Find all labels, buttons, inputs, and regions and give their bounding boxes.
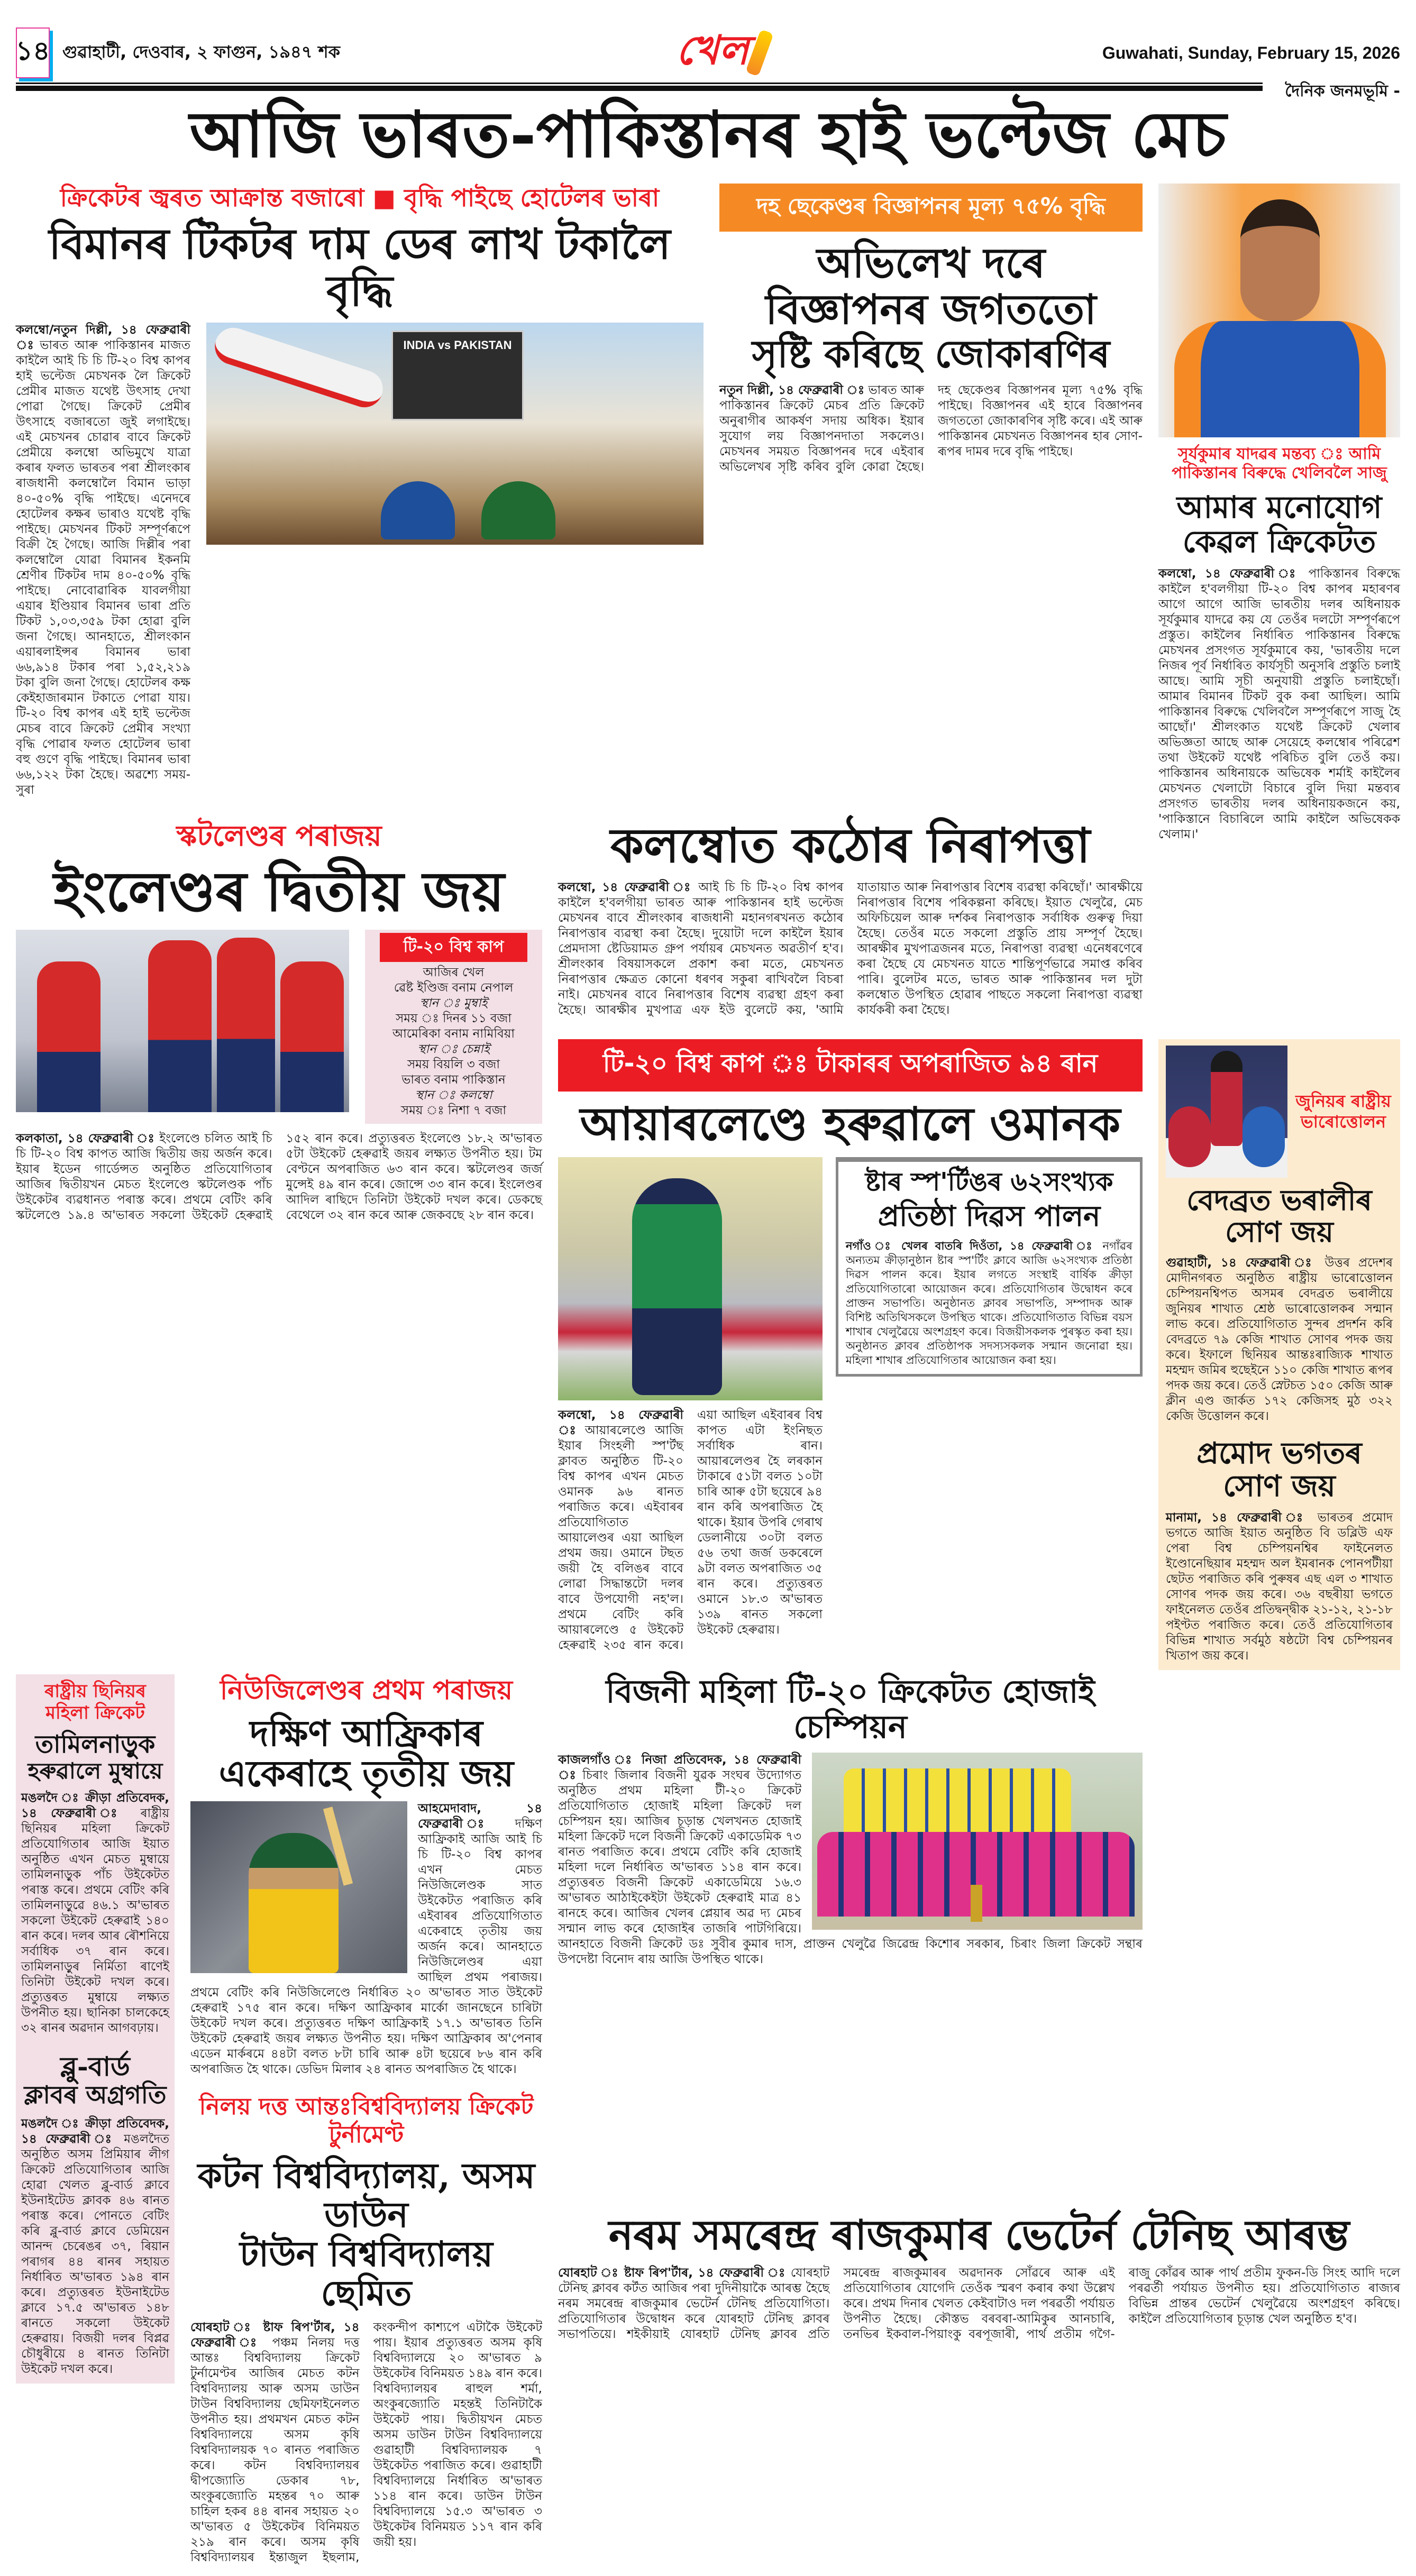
colombo-body — [558, 880, 1143, 1018]
page-number-box — [16, 27, 50, 78]
south-africa-dateline: আহমেদাবাদ, ১৪ ফেব্ৰুৱাৰী ঃ — [418, 1802, 542, 1831]
star-sporting-body-text: নগাঁৱৰ অন্যতম ক্ৰীড়ানুষ্ঠান ষ্টাৰ স্প'ৰ্টিং ক্লাবে আজি ৬২সংখ্যক প্ৰতিষ্ঠা দিৱস পালন কৰে। ইয়াৰ লগতে সংস্থাই বাৰ্ষিক ক্ৰীড়া প্ৰতিযোগিতাৰো আয়োজন কৰে। প্ৰতিযোগিতাৰ উদ্বোধন কৰে প্ৰাক্তন সভাপতি। অনুষ্ঠানত ক্লাবৰ সভাপতি, সম্পাদক আৰু বিশিষ্ট অতিথিসকলে উপস্থিত থাকে। প্ৰতিযোগিতাত বিভিন্ন বয়স শাখাৰ খেলুৱৈয়ে অংশগ্ৰহণ কৰে। বিজয়ীসকলক পুৰস্কৃত কৰা হয়। অনুষ্ঠানত ক্লাবৰ প্ৰতিষ্ঠাপক সদস্যসকলক সন্মান জনোৱা হয়। মহিলা শাখাৰ প্ৰতিযোগিতাৰ আয়োজন কৰা হয়। — [846, 1240, 1132, 1367]
tennis-body — [558, 2266, 1400, 2342]
scoreboard-text: INDIA vs PAKISTAN — [403, 338, 512, 352]
tamilnadu-headline-line2: হৰুৱালে মুম্বায়ে — [28, 1757, 163, 1784]
bijni-body — [558, 1753, 1143, 1967]
weightlifting-body — [1166, 1255, 1393, 1424]
nilay-dateline: যোৰহাট ঃ ষ্টাফ ৰিপ'ৰ্টাৰ, ১৪ ফেব্ৰুৱাৰী ঃ — [190, 2321, 360, 2350]
india-helmet-graphic — [381, 481, 455, 539]
star-sporting-headline-line1: ষ্টাৰ স্প'ৰ্টিঙৰ ৬২সংখ্যক — [865, 1167, 1113, 1197]
tamilnadu-kicker: ৰাষ্ট্ৰীয় ছিনিয়ৰ মহিলা ক্ৰিকেট — [44, 1680, 146, 1724]
ireland-headline: আয়াৰলেণ্ডে হৰুৱালে ওমানক — [580, 1097, 1121, 1151]
weightlifting-headline: বেদব্ৰত ভৰালীৰ সোণ জয় — [1186, 1182, 1372, 1249]
england-body-text: ইংলেণ্ডে চলিত আই চি চি টি-২০ বিশ্ব কাপত আজি দ্বিতীয় জয় অৰ্জন কৰে। ইয়াৰ ইডেন গাৰ্ডেন্সত অনুষ্ঠিত প্ৰতিযোগিতাৰ আজিৰ দ্বিতীয়খন মেচত ইংলেণ্ডে স্কটলেণ্ডক পাঁচ উইকেটৰ ব্যৱধানত পৰাস্ত কৰে। প্ৰথমে বেটিং কৰি স্কটলেণ্ডে ১৯.৪ অ'ভাৰত সকলো উইকেট হেৰুৱাই ১৫২ ৰান কৰে। প্ৰত্যুত্তৰত ইংলেণ্ডে ১৮.২ অ'ভাৰত ৫টা উইকেট হেৰুৱাই জয়ৰ লক্ষ্যত উপনীত হয়। টম বেণ্টনে অপৰাজিত ৬৩ ৰান কৰে। স্কটলেণ্ডৰ জৰ্জ মুন্সেই ৪৯ ৰান কৰে। জোন্সে ৩৩ ৰান কৰে। ইংলেণ্ডৰ আদিল ৰাছিদে তিনিটা উইকেট দখল কৰে। ডেকছে বেথেলে ৩২ ৰান কৰে আৰু জেকবছে ২৮ ৰান কৰে। — [16, 1132, 542, 1223]
pramod-dateline: মানামা, ১৪ ফেব্ৰুৱাৰী ঃ — [1166, 1510, 1309, 1525]
england-story — [16, 819, 542, 1653]
england-team-photo — [16, 930, 349, 1112]
paper-name: দৈনিক জনমভূমি - — [1285, 82, 1400, 100]
date-assamese: গুৱাহাটী, দেওবাৰ, ২ ফাগুন, ১৯৪৭ শক — [62, 42, 341, 62]
pakistan-helmet-graphic — [481, 481, 555, 539]
ireland-batter-photo — [558, 1157, 823, 1400]
surya-kicker: সূৰ্যকুমাৰ যাদৱৰ মন্তব্য ঃ আমি পাকিস্তানৰ বিৰুদ্ধে খেলিবলৈ সাজু — [1172, 445, 1387, 483]
weightlifting-body-text: উত্তৰ প্ৰদেশৰ মোদীনগৰত অনুষ্ঠিত ৰাষ্ট্ৰীয় ভাৰোত্তোলন চেম্পিয়নশ্বিপত অসমৰ বেদব্ৰত ভৰালীয়ে জুনিয়ৰ শাখাত শ্ৰেষ্ঠ ভাৰোত্তোলকৰ সন্মান লাভ কৰে। প্ৰতিযোগিতাত সুন্দৰ প্ৰদৰ্শন কৰি বেদব্ৰতে ৭৯ কেজি শাখাত সোণৰ পদক জয় কৰে। ইফালে ছিনিয়ৰ আন্তঃৰাজ্যিক শাখাত মহম্মদ জমিৰ হুছেইনে ১১০ কেজি শাখাত ৰূপৰ পদক জয় কৰে। তেওঁ স্নেটচত ১৫০ কেজি আৰু ক্লীন এণ্ড জাৰ্কত ১৭২ কেজিসহ মুঠ ৩২২ কেজি উত্তোলন কৰে। — [1166, 1255, 1393, 1423]
ads-kicker-box — [719, 184, 1143, 232]
nilay-headline-line2: টাউন বিশ্ববিদ্যালয় ছেমিত — [240, 2233, 493, 2314]
pramod-body-text: ভাৰতৰ প্ৰমোদ ভগতে আজি ইয়াত অনুষ্ঠিত বি ডব্লিউ এফ পেৰা বিশ্ব চেম্পিয়নশ্বিৰ ফাইনেলত ইণ্ডোনেছিয়াৰ মহম্মদ অল ইমৰানক পোনপটীয়া ছেটত পৰাজিত কৰি পুৰুষৰ এছ এল ৩ শাখাত সোণৰ পদক জয় কৰে। ৩৬ বছৰীয়া ভগতে ফাইনেলত তেওঁৰ প্ৰতিদ্বন্দ্বীক ২১-১২, ২১-১৮ পইণ্টত পৰাজিত কৰে। তেওঁ প্ৰতিযোগিতাৰ বিভিন্ন শাখাত সৰ্বমুঠ ষষ্ঠটো বিশ্ব চেম্পিয়নৰ খিতাপ জয় কৰে। — [1166, 1510, 1393, 1663]
surya-body-text: পাকিস্তানৰ বিৰুদ্ধে কাইলৈ হ'বলগীয়া টি-২০ বিশ্ব কাপৰ মহাৰণৰ আগে আগে আজি ভাৰতীয় দলৰ অধিনায়ক সূৰ্যকুমাৰ যাদৱে কয় যে তেওঁৰ দলটো সম্পূৰ্ণৰূপে প্ৰস্তুত। কাইলৈৰ নিৰ্ধাৰিত পাকিস্তানৰ বিৰুদ্ধে মেচখনৰ প্ৰসংগত সূৰ্যকুমাৰে কয়, 'ভাৰতীয় দলে নিজৰ পূৰ্ব নিৰ্ধাৰিত কাৰ্যসূচী অনুসৰি প্ৰস্তুতি চলাই আছে। আমি সূচী অনুযায়ী প্ৰস্তুতি চলাইছোঁ। আমাৰ বিমানৰ টিকট বুক কৰা আছিল। আমি পাকিস্তানৰ বিৰুদ্ধে খেলিবলৈ সম্পূৰ্ণৰূপে সাজু হৈ আছোঁ।' শ্ৰীলংকাত যথেষ্ট ক্ৰিকেট খেলাৰ অভিজ্ঞতা আছে আৰু সেয়েহে কলম্বোৰ পৰিৱেশ তথা উইকেট যথেষ্ট পৰিচিত বুলি তেওঁ কয়। পাকিস্তানৰ অধিনায়কে অভিষেক শৰ্মাই কাইলৈৰ মেচখনত খেলাটো বিচাৰে বুলি দিয়া মন্তব্যৰ প্ৰসংগত ভাৰতীয় দলৰ অধিনায়কজনে কয়, 'পাকিস্তানে বিচাৰিলে আমি কাইলৈ অভিষেকক খেলাম।' — [1158, 567, 1400, 842]
tennis-headline: নৰম সমৰেন্দ্ৰ ৰাজকুমাৰ ভেটেৰ্ন টেনিছ আৰম্ভ — [608, 2211, 1350, 2259]
schedule-line: সময় বিয়লি ৩ বজা — [407, 1058, 500, 1072]
player-figure — [217, 938, 275, 1112]
schedule-line: স্থান ঃ কলম্বো — [415, 1088, 492, 1103]
page-number: ১৪ — [15, 35, 50, 66]
airfare-story — [16, 184, 704, 797]
airplane-graphic — [210, 323, 387, 412]
schedule-line: আজিৰ খেল — [423, 966, 485, 980]
tamilnadu-body — [21, 1791, 169, 2036]
bijni-headline: বিজনী মহিলা টি-২০ ক্ৰিকেটত হোজাই চেম্পিয়ন — [606, 1673, 1095, 1746]
weightlifting-dateline: গুৱাহাটী, ১৪ ফেব্ৰুৱাৰী ঃ — [1166, 1255, 1317, 1270]
ads-headline-line2: বিজ্ঞাপনৰ জগততো — [765, 285, 1097, 334]
bluebird-headline-line2: ক্লাবৰ অগ্ৰগতি — [24, 2080, 167, 2110]
player-figure — [148, 940, 212, 1112]
bluebird-dateline: মঙলদৈ ঃ ক্ৰীড়া প্ৰতিবেদক, ১৪ ফেব্ৰুৱাৰী ঃ — [21, 2116, 169, 2146]
domestic-cricket-sidebar — [16, 1674, 175, 2384]
weightlifting-top — [1166, 1046, 1393, 1178]
weightlifting-kicker: জুনিয়ৰ ৰাষ্ট্ৰীয় ভাৰোত্তোলন — [1295, 1091, 1391, 1132]
schedule-title: টি-২০ বিশ্ব কাপ — [380, 933, 527, 962]
star-sporting-body — [846, 1239, 1132, 1368]
left-lower — [16, 1674, 542, 2566]
bijni-dateline: কাজলগাঁও ঃ নিজা প্ৰতিবেদক, ১৪ ফেব্ৰুৱাৰী ঃ — [558, 1753, 801, 1783]
south-africa-kicker: নিউজিলেণ্ডৰ প্ৰথম পৰাজয় — [220, 1674, 513, 1706]
date-english: Guwahati, Sunday, February 15, 2026 — [1102, 43, 1400, 62]
bluebird-headline-line1: ব্লু-বাৰ্ড — [60, 2051, 130, 2083]
left-lower-main — [190, 1674, 542, 2566]
page-grid — [16, 184, 1400, 2565]
schedule-line: ভাৰত বনাম পাকিস্তান — [401, 1073, 506, 1087]
hojai-team-photo — [812, 1753, 1143, 1930]
tennis-dateline: যোৰহাট ঃ ষ্টাফ ৰিপ'ৰ্টাৰ, ১৪ ফেব্ৰুৱাৰী ঃ — [558, 2266, 786, 2280]
trophy-icon — [971, 1885, 982, 1922]
ads-kicker: দহ ছেকেণ্ডৰ বিজ্ঞাপনৰ মূল্য ৭৫% বৃদ্ধি — [756, 193, 1106, 219]
tennis-body-text: যোৰহাট টেনিছ ক্লাবৰ কৰ্টত আজিৰ পৰা দুদিনীয়াকৈ আৰম্ভ হৈছে নৰম সমৰেন্দ্ৰ ৰাজকুমাৰ ভেটেৰ্ন টেনিছ প্ৰতিযোগিতা। প্ৰতিযোগিতাৰ উদ্বোধন কৰে যোৰহাট টেনিছ ক্লাবৰ সভাপতিয়ে। শইকীয়াই যোৰহাট টেনিছ ক্লাবৰ প্ৰতি সমৰেন্দ্ৰ ৰাজকুমাৰৰ অৱদানক সোঁৱৰে আৰু এই প্ৰতিযোগিতাৰ যোগেদি তেওঁক স্মৰণ কৰাৰ কথা উল্লেখ কৰে। প্ৰথম দিনাৰ খেলত কেইবাটাও দল পৰৱৰ্তী পৰ্যায়ত উপনীত হৈছে। কৌস্তভ বৰবৰা-আমিকুৰ আনচাৰি, তনভিৰ ইকবাল-পিয়াংকু বৰপূজাৰী, পাৰ্থ প্ৰতীম গগৈ-ৰাজু কোঁৱৰ আৰু পাৰ্থ প্ৰতীম ফুকন-ডি সিংহ আদি দলে পৰৱৰ্তী পৰ্যায়ত উপনীত হয়। প্ৰতিযোগিতাত ৰাজ্যৰ বিভিন্ন প্ৰান্তৰ ভেটেৰ্ন খেলুৱৈয়ে অংশগ্ৰহণ কৰিছে। কাইলৈ প্ৰতিযোগিতাৰ চূড়ান্ত খেল অনুষ্ঠিত হ'ব। — [558, 2266, 1400, 2341]
schedule-line: সময় ঃ দিনৰ ১১ বজা — [396, 1012, 511, 1026]
ads-story — [719, 184, 1143, 797]
ireland-content — [558, 1157, 1143, 1653]
suryakumar-photo — [1158, 184, 1400, 437]
south-africa-headline-line1: দক্ষিণ আফ্ৰিকাৰ — [250, 1712, 483, 1755]
england-dateline: কলকাতা, ১৪ ফেব্ৰুৱাৰী ঃ — [16, 1132, 155, 1146]
nilay-kicker: নিলয় দত্ত আন্তঃবিশ্ববিদ্যালয় ক্ৰিকেট টুৰ্নামেণ্ট — [199, 2093, 534, 2148]
barbell-plate — [1243, 1106, 1285, 1167]
section-logo-text: খেল — [675, 26, 749, 74]
ireland-banner-text: টি-২০ বিশ্ব কাপ ঃ টাকাৰৰ অপৰাজিত ৯৪ ৰান — [602, 1048, 1098, 1078]
tamilnadu-dateline: মঙলদৈ ঃ ক্ৰীড়া প্ৰতিবেদক, ১৪ ফেব্ৰুৱাৰী ঃ — [21, 1791, 169, 1821]
scoreboard-graphic — [391, 331, 524, 420]
ads-dateline: নতুন দিল্লী, ১৪ ফেব্ৰুৱাৰী ঃ — [719, 383, 865, 397]
colombo-headline: কলম্বোত কঠোৰ নিৰাপত্তা — [610, 817, 1091, 874]
player-figure — [280, 961, 344, 1112]
colombo-body-text: আই চি চি টি-২০ বিশ্ব কাপৰ কাইলৈ হ'বলগীয়া ভাৰত আৰু পাকিস্তানৰ হাই ভল্টেজ মেচখনৰ বাবে শ্ৰীলংকাৰ ৰাজধানী মহানগৰখনত কঠোৰ নিৰাপত্তাৰ ব্যৱস্থা কৰা হৈছে। দুয়োটা দলে কাইলৈ ইয়াৰ প্ৰেমদাসা ষ্টেডিয়ামত গ্ৰুপ পৰ্যায়ৰ মেচখনত অৱতীৰ্ণ হ'ব। শ্ৰীলংকাৰ বিষয়াসকলে প্ৰকাশ কৰা মতে, মেচখনত নিৰাপত্তাৰ ক্ষেত্ৰত কোনো ধৰণৰ সকুৰা ৰাখিবলৈ বিচৰা নাই। মেচখনৰ বাবে নিৰাপত্তাৰ বিশেষ ব্যৱস্থা গ্ৰহণ কৰা হৈছে। আৰক্ষীৰ মুখপাত্ৰ এফ ইউ বুলেটে কয়, 'আমি যাতায়াত আৰু নিৰাপত্তাৰ বিশেষ ব্যৱস্থা কৰিছোঁ।' আৰক্ষীয়ে নিৰাপত্তাৰ বিশেষ পৰিকল্পনা কৰিছে। ইয়াত খেলুৱৈ, মেচ অফিচিয়েল আৰু দৰ্শকৰ নিৰাপত্তাক সৰ্বাধিক গুৰুত্ব দিয়া হৈছে। তেওঁৰ মতে সকলো প্ৰস্তুতি প্ৰায় সম্পূৰ্ণ হৈছে। আৰক্ষীৰ মুখপাত্ৰজনৰ মতে, নিৰাপত্তা ব্যৱস্থা এনেধৰণেৰে কৰা হৈছে যে মেচখনত যাতে শান্তিপূৰ্ণভাৱে সমাপ্ত কৰিব পাৰি। বুলেটৰ মতে, ভাৰত আৰু পাকিস্তানৰ দল দুটা কলম্বোত উপস্থিত হোৱাৰ পাছতে সকলো নিৰাপত্তা ব্যৱস্থা কাৰ্যকৰী কৰা হৈছে। — [558, 880, 1143, 1017]
south-africa-body — [190, 1801, 542, 2077]
weightlifter-photo — [1166, 1046, 1287, 1178]
bijni-body-text: চিৰাং জিলাৰ বিজনী যুৱক সংঘৰ উদ্যোগত অনুষ্ঠিত প্ৰথম মহিলা টী-২০ ক্ৰিকেট প্ৰতিযোগিতাত হোজাই মহিলা ক্ৰিকেট দল চেম্পিয়ন হয়। আজিৰ চূড়ান্ত খেলখনত হোজাই মহিলা ক্ৰিকেট দলে বিজনী ক্ৰিকেট একাডেমিক ৭৩ ৰানত পৰাজিত কৰে। প্ৰথমে বেটিং কৰি হোজাই মহিলা দলে নিৰ্ধাৰিত অ'ভাৰত ১১৪ ৰান কৰে। প্ৰত্যুত্তৰত বিজনী ক্ৰিকেট একাডেমিয়ে ১৬.৩ অ'ভাৰত আঠাইকেইটা উইকেট হেৰুৱাই মাত্ৰ ৪১ ৰানহে কৰে। আজিৰ খেলৰ প্লেয়াৰ অৱ দ্য মেচৰ সন্মান লাভ কৰে হোজাইৰ তাজৰি পাটগিৰিয়ে। আনহাতে বিজনী ক্ৰিকেট ডঃ সুবীৰ কুমাৰ দাস, প্ৰাক্তন খেলুৱৈ জিৱেন্দ্ৰ কিশোৰ সৰকাৰ, চিৰাং জিলা ক্ৰিকেট সন্থাৰ উপদেষ্টা বিনোদ ৰায় আজি উপস্থিত থাকে। — [558, 1768, 1143, 1967]
england-media — [16, 930, 542, 1124]
batter-figure — [249, 1833, 339, 1973]
lifter-figure — [1211, 1051, 1243, 1146]
ads-body — [719, 383, 1143, 475]
masthead-left — [16, 27, 340, 78]
ireland-banner — [558, 1039, 1143, 1092]
star-sporting-box — [836, 1157, 1143, 1377]
airfare-body: ভাৰত আৰু পাকিস্তানৰ মাজত কাইলৈ আই চি চি টি-২০ বিশ্ব কাপৰ হাই ভল্টেজ মেচখনক লৈ ক্ৰিকেট প্ৰেমীৰ মাজত যথেষ্ট উৎসাহ দেখা পোৱা গৈছে। ক্ৰিকেট প্ৰেমীৰ উৎসাহে বজাৰতো জুই লগাইছে। এই মেচখনৰ চোৱাৰ বাবে ক্ৰিকেট প্ৰেমীয়ে কলম্বো অভিমুখে যাত্ৰা কৰাৰ ফলত ভাৰতৰ পৰা শ্ৰীলংকাৰ ৰাজধানী কলম্বোলৈ বিমান ভাড়া ৪০-৫০% বৃদ্ধি পাইছে। এনেদৰে হোটেলৰ কক্ষৰ ভাৰাও যথেষ্ট বৃদ্ধি পাইছে। মেচখনৰ টিকট সম্পূৰ্ণৰূপে বিক্ৰী হৈ গৈছে। আজি দিল্লীৰ পৰা কলম্বোলৈ যোৱা বিমানৰ ইকনমি শ্ৰেণীৰ টিকটৰ দাম ৪০-৫০% বৃদ্ধি পাইছে। নোবোৱাৰিক যাবলগীয়া এয়াৰ ইণ্ডিয়াৰ বিমানৰ ভাৰা প্ৰতি টিকট ১,০৩,৩৫৯ টকা হোৱা বুলি জনা গৈছে। আনহাতে, শ্ৰীলংকান এয়াৰলাইন্সৰ বিমানৰ ভাৰা ৬৬,৯১৪ টকাৰ পৰা ১,৫২,২১৯ টকা বুলি জনা গৈছে। হোটেলৰ কক্ষ কেইহাজাৰমান টকাতে পোৱা যায়। টি-২০ বিশ্ব কাপৰ এই হাই ভল্টেজ মেচৰ বাবে ক্ৰিকেট প্ৰেমীৰ সংখ্যা বৃদ্ধি পোৱাৰ ফলত হোটেলৰ ভাৰা বহু গুণে বৃদ্ধি পাইছে। বিমানৰ ভাৰা ৬৬,১২২ টকা হৈছে। অৱশ্যে সময়-সুৰা — [16, 338, 190, 797]
schedule-line: আমেৰিকা বনাম নামিবিয়া — [392, 1027, 515, 1041]
schedule-line: সময় ঃ নিশা ৭ বজা — [400, 1104, 507, 1118]
airfare-kicker: ক্ৰিকেটৰ জ্বৰত আক্ৰান্ত বজাৰো ■ বৃদ্ধি পাইছে হোটেলৰ ভাৰা — [60, 184, 660, 213]
batter-figure — [632, 1178, 722, 1395]
schedule-box — [365, 930, 542, 1124]
schedule-line: স্থান ঃ চেন্নাই — [417, 1042, 490, 1057]
schedule-line: ৱেষ্ট ইণ্ডিজ বনাম নেপাল — [394, 981, 514, 995]
player-figure — [37, 961, 101, 1112]
tennis-story — [558, 2212, 1400, 2566]
surya-headline-line1: আমাৰ মনোযোগ — [1176, 489, 1382, 526]
ireland-body-text: আয়াৰলেণ্ডে আজি ইয়াৰ সিংহলী স্প'ৰ্টছ ক্লাবত অনুষ্ঠিত টি-২০ বিশ্ব কাপৰ এখন মেচত ওমানক ৯৬ ৰানত পৰাজিত কৰে। এইবাৰৰ প্ৰতিযোগিতাত আয়ালেণ্ডৰ এয়া আছিল প্ৰথম জয়। ওমানে টছত জয়ী হৈ বলিঙৰ বাবে লোৱা সিদ্ধান্তটো দলৰ বাবে উপযোগী নহ'ল। প্ৰথমে বেটিং কৰি আয়াৰলেণ্ডে ৫ উইকেট হেৰুৱাই ২৩৫ ৰান কৰে। এয়া আছিল এইবাৰৰ বিশ্ব কাপত এটা ইংনিছত সৰ্বাধিক ৰান। আয়াৰলেণ্ডৰ হৈ লৰকান টাকাৰে ৫১টা বলত ১০টা চাৰি আৰু ৫টা ছয়েৰে ৯৪ ৰান কৰি অপৰাজিত হৈ থাকে। ইয়াৰ উপৰি গেৰাথ ডেলানীয়ে ৩০টা বলত ৫৬ তথা জৰ্জ ডকৰেলে ৯টা বলত অপৰাজিত ৩৫ ৰান কৰে। প্ৰত্যুত্তৰত ওমানে ১৮.৩ অ'ভাৰত ১৩৯ ৰানত সকলো উইকেট হেৰুৱায়। — [558, 1408, 823, 1652]
header-rules — [16, 82, 1263, 91]
ireland-dateline: কলম্বো, ১৪ ফেব্ৰুৱাৰী ঃ — [558, 1408, 683, 1437]
pramod-body — [1166, 1510, 1393, 1664]
india-jersey — [1174, 321, 1386, 437]
ads-headline-line3: সৃষ্টি কৰিছে জোকাৰণিৰ — [752, 331, 1110, 377]
ads-body-text: ভাৰত আৰু পাকিস্তানৰ ক্ৰিকেট মেচৰ প্ৰতি ক্ৰিকেট অনুৰাগীৰ আকৰ্ষণ সদায় অধিক। ইয়াৰ সুযোগ লয় বিজ্ঞাপনদাতা সকলেও। মেচখনৰ সময়ত বিজ্ঞাপনৰ দৰে এইবাৰ অভিলেখৰ সৃষ্টি কৰিব বুলি কোৱা হৈছে। দহ ছেকেণ্ডৰ বিজ্ঞাপনৰ মূল্য ৭৫% বৃদ্ধি পাইছে। বিজ্ঞাপনৰ এই হাৰে বিজ্ঞাপনৰ জগততো জোকাৰণিৰ সৃষ্টি কৰে। এই আৰু পাকিস্তানৰ মেচখনত বিজ্ঞাপনৰ হাৰ সোণ-ৰূপৰ দামৰ দৰে বৃদ্ধি পাইছে। — [719, 383, 1143, 474]
ireland-story — [558, 1039, 1143, 1653]
nilay-headline-line1: কটন বিশ্ববিদ্যালয়, অসম ডাউন — [197, 2155, 535, 2235]
airfare-dateline: কলম্বো/নতুন দিল্লী, ১৪ ফেব্ৰুৱাৰী ঃ — [16, 323, 190, 352]
surya-headline-line2: কেৱল ক্ৰিকেটত — [1182, 524, 1376, 560]
star-sporting-dateline: নগাঁও ঃ খেলৰ বাতৰি দিওঁতা, ১৪ ফেব্ৰুৱাৰী ঃ — [846, 1240, 1096, 1253]
england-kicker: স্কটলেণ্ডৰ পৰাজয় — [176, 819, 382, 852]
barbell-plate — [1168, 1106, 1211, 1167]
ads-headline-line1: অভিলেখ দৰে — [816, 239, 1046, 288]
weightlifting-sidebar — [1158, 1039, 1400, 1670]
colombo-story — [558, 819, 1143, 1018]
masthead — [16, 26, 1400, 79]
south-africa-headline-line2: একেৰাহে তৃতীয় জয় — [218, 1753, 514, 1795]
pramod-headline-line2: সোণ জয় — [1223, 1469, 1336, 1504]
england-body — [16, 1131, 542, 1223]
schedule-line: স্থান ঃ মুম্বাই — [419, 996, 488, 1011]
lead-headline: আজি ভাৰত-পাকিস্তানৰ হাই ভল্টেজ মেচ — [189, 97, 1227, 172]
bluebird-body — [21, 2116, 169, 2377]
tamilnadu-body-text: ৰাষ্ট্ৰীয় ছিনিয়ৰ মহিলা ক্ৰিকেট প্ৰতিযোগিতাৰ আজি ইয়াত অনুষ্ঠিত এখন মেচত মুম্বায়ে তামিলনাড়ুক পাঁচ উইকেটত পৰাস্ত কৰে। প্ৰথমে বেটিং কৰি তামিলনাড়ুৱে ৪৬.১ অ'ভাৰত সকলো উইকেট হেৰুৱাই ১৪০ ৰান কৰে। দলৰ আৰ ৰৌশনিয়ে সৰ্বাধিক ৩৭ ৰান কৰে। তামিলনাড়ুৰ নিৰ্মিতা ৰাণেই তিনিটা উইকেট দখল কৰে। প্ৰত্যুত্তৰত মুম্বায়ে লক্ষ্যত উপনীত হয়। ছানিকা চালকেহে ৩২ ৰানৰ অৱদান আগবঢ়ায়। — [21, 1807, 170, 2036]
colombo-dateline: কলম্বো, ১৪ ফেব্ৰুৱাৰী ঃ — [558, 880, 693, 894]
tamilnadu-headline-line1: তামিলনাড়ুক — [35, 1730, 156, 1759]
star-sporting-headline-line2: প্ৰতিষ্ঠা দিৱস পালন — [878, 1198, 1101, 1233]
airfare-headline: বিমানৰ টিকটৰ দাম ডেৰ লাখ টকালৈ বৃদ্ধি — [49, 218, 671, 316]
section-logo — [676, 20, 766, 87]
ireland-body — [558, 1408, 823, 1653]
surya-body — [1158, 566, 1400, 842]
south-africa-batter-photo — [190, 1801, 407, 1973]
header-rules-wrap — [16, 82, 1400, 100]
cricket-bat-logo-icon — [745, 29, 774, 77]
bijni-story — [558, 1674, 1143, 2191]
nilay-body-text: পঞ্চম নিলয় দত্ত আন্তঃ বিশ্ববিদ্যালয় ক্ৰিকেট টুৰ্নামেণ্টৰ আজিৰ মেচত কটন বিশ্ববিদ্যালয় আৰু অসম ডাউন টাউন বিশ্ববিদ্যালয় ছেমিফাইনেলত উপনীত হয়। প্ৰথমখন মেচত কটন বিশ্ববিদ্যালয়ে অসম কৃষি বিশ্ববিদ্যালয়ক ৭০ ৰানত পৰাজিত কৰে। কটন বিশ্ববিদ্যালয়ৰ দ্বীপজ্যোতি ডেকাৰ ৭৮, অংকুৰজ্যোতি মহন্তৰ ৭০ আৰু চাহিল হকৰ ৪৪ ৰানৰ সহায়ত ২০ অ'ভাৰত ৫ উইকেটৰ বিনিময়ত ২১৯ ৰান কৰে। অসম কৃষি বিশ্ববিদ্যালয়ৰ ইন্তাজুল ইছলাম, কংকন্দীপ কাশ্যপে এটাকৈ উইকেট পায়। ইয়াৰ প্ৰত্যুত্তৰত অসম কৃষি বিশ্ববিদ্যালয়ে ২০ অ'ভাৰত ৯ উইকেটৰ বিনিময়ত ১৪৯ ৰান কৰে। বিশ্ববিদ্যালয়ৰ ৰাহুল শৰ্মা, অংকুৰজ্যোতি মহন্তই তিনিটাকৈ উইকেট পায়। দ্বিতীয়খন মেচত অসম ডাউন টাউন বিশ্ববিদ্যালয়ে গুৱাহাটী বিশ্ববিদ্যালয়ক ৭ উইকেটত পৰাজিত কৰে। গুৱাহাটী বিশ্ববিদ্যালয়ে নিৰ্ধাৰিত অ'ভাৰত ১১৪ ৰান কৰে। ডাউন টাউন বিশ্ববিদ্যালয়ে ১৫.৩ অ'ভাৰত ৩ উইকেটৰ বিনিময়ত ১১৭ ৰান কৰি জয়ী হয়। — [190, 2321, 542, 2565]
nilay-body — [190, 2320, 542, 2565]
surya-dateline: কলম্বো, ১৪ ফেব্ৰুৱাৰী ঃ — [1158, 567, 1300, 581]
india-pakistan-travel-photo — [206, 323, 704, 545]
airfare-content — [16, 323, 704, 798]
airfare-body-col1 — [16, 323, 190, 798]
player-face — [1240, 199, 1320, 321]
ireland-main — [558, 1157, 823, 1653]
pramod-headline-line1: প্ৰমোদ ভগতৰ — [1196, 1435, 1362, 1471]
surya-story — [1158, 184, 1400, 1017]
south-africa-body-text: দক্ষিণ আফ্ৰিকাই আজি আই চি চি টি-২০ বিশ্ব কাপৰ এখন মেচত নিউজিলেণ্ডক সাত উইকেটত পৰাজিত কৰি এইবাৰৰ প্ৰতিযোগিতাত একেৰাহে তৃতীয় জয় অৰ্জন কৰে। আনহাতে নিউজিলেণ্ডৰ এয়া আছিল প্ৰথম পৰাজয়। প্ৰথমে বেটিং কৰি নিউজিলেণ্ডে নিৰ্ধাৰিত ২০ অ'ভাৰত সাত উইকেট হেৰুৱাই ১৭৫ ৰান কৰে। দক্ষিণ আফ্ৰিকাৰ মাৰ্কো জানছেনে চাৰিটা উইকেট দখল কৰে। প্ৰত্যুত্তৰত দক্ষিণ আফ্ৰিকাই ১৭.১ অ'ভাৰত তিনি উইকেট হেৰুৱাই জয়ৰ লক্ষ্যত উপনীত হয়। দক্ষিণ আফ্ৰিকাৰ অ'পেনাৰ এডেন মাৰ্কৰমে ৪৪টা বলত ৮টা চাৰি আৰু ৪টা ছয়েৰে ৮৬ ৰান কৰি অপৰাজিত হৈ থাকে। ডেভিদ মিলাৰ ২৪ ৰানত অপৰাজিত হৈ থাকে। — [190, 1817, 542, 2077]
england-headline: ইংলেণ্ডৰ দ্বিতীয় জয় — [53, 858, 505, 924]
bluebird-body-text: মঙলদৈত অনুষ্ঠিত অসম প্ৰিমিয়াৰ লীগ ক্ৰিকেট প্ৰতিযোগিতাৰ আজি হোৱা খেলত ব্লু-বাৰ্ড ক্লাবে ইউনাইটেড ক্লাবক ৪৬ ৰানত পৰাস্ত কৰে। পোনতে বেটিং কৰি ব্লু-বাৰ্ড ক্লাবে ডেমিয়েন আনন্দ চেৰেঙৰ ৩৭, ৰিয়ান পৰাগৰ ৪৪ ৰানৰ সহায়ত নিৰ্ধাৰিত অ'ভাৰত ১৯৪ ৰান কৰে। প্ৰত্যুত্তৰত ইউনাইটেড ক্লাবে ১৭.৫ অ'ভাৰত ১৪৮ ৰানতে সকলো উইকেট হেৰুৱায়। বিজয়ী দলৰ বিপ্লৱ চৌধুৰীয়ে ৪ ৰানত তিনিটা উইকেট দখল কৰে। — [21, 2132, 170, 2376]
